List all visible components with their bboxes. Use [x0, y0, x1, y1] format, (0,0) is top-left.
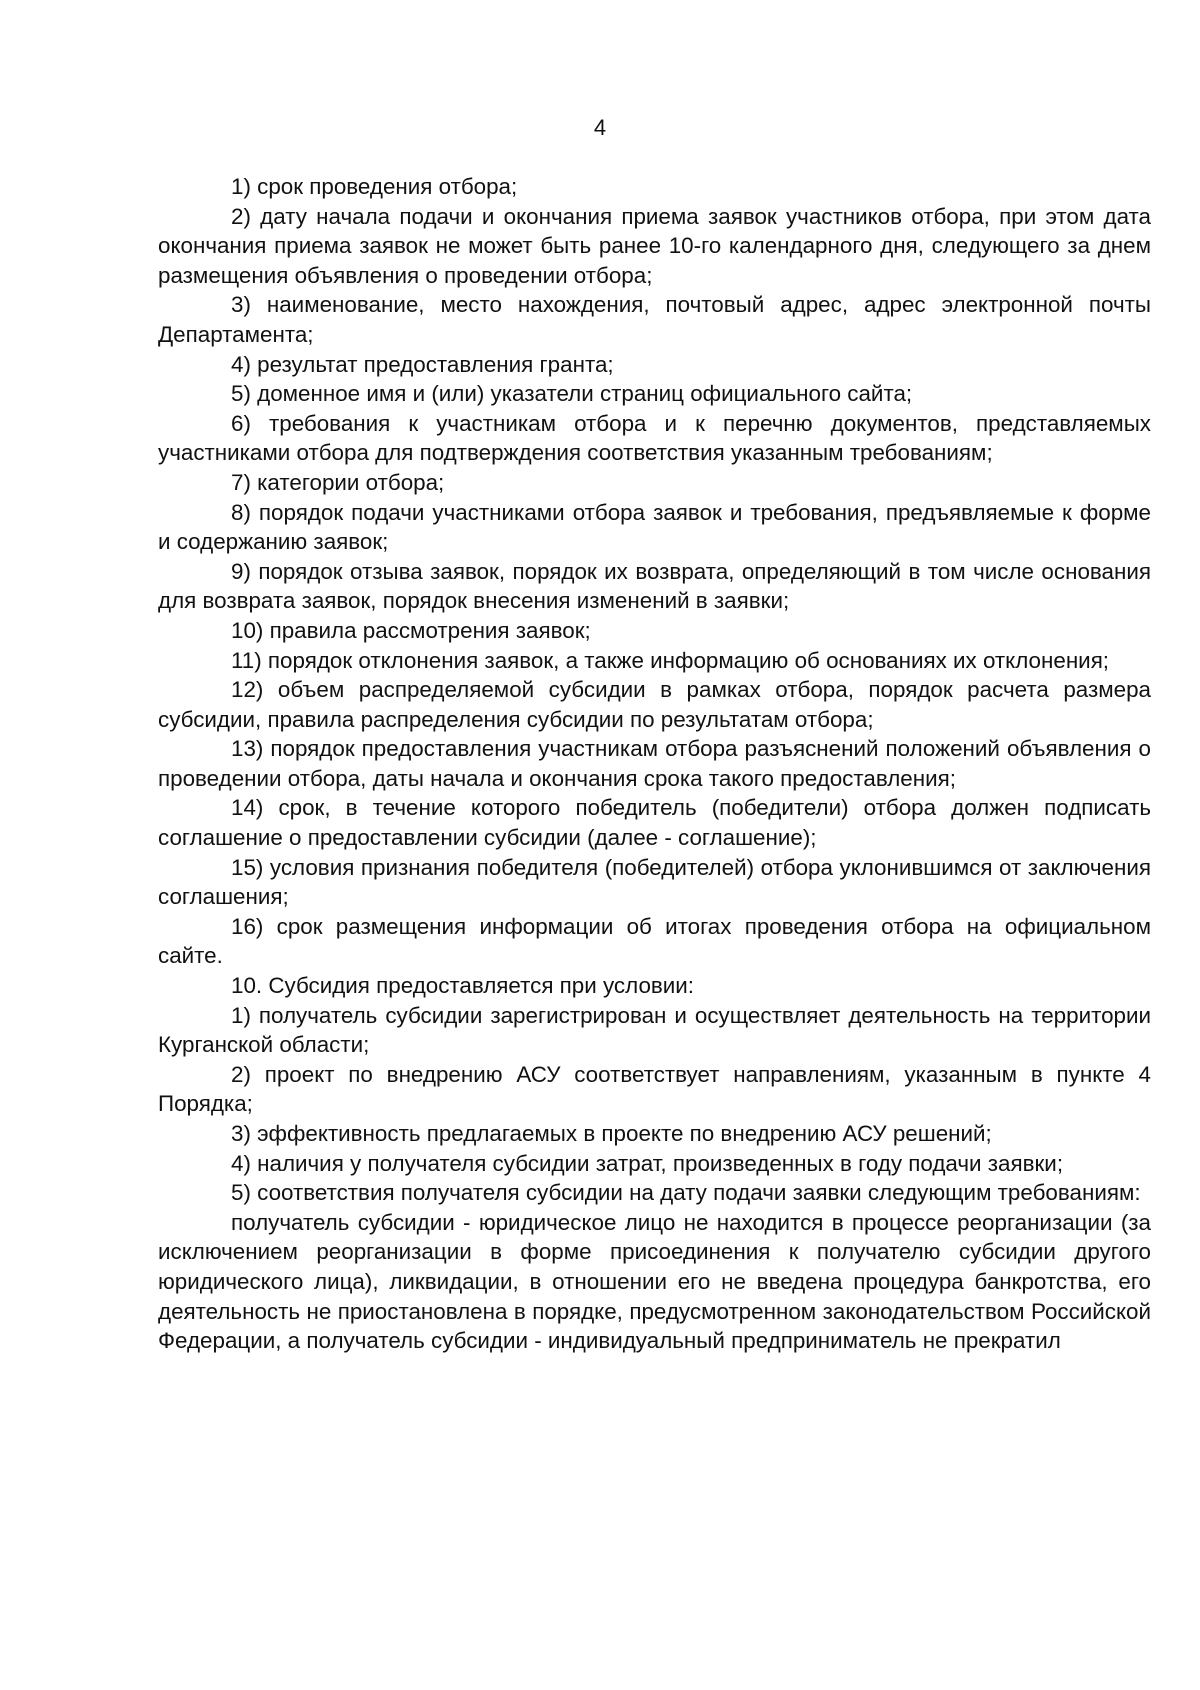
list-item: 3) эффективность предлагаемых в проекте по внедрению АСУ решений;: [231, 1121, 992, 1146]
list-item: 1) срок проведения отбора;: [231, 174, 518, 199]
list-item: 5) доменное имя и (или) указатели страниц официального сайта;: [231, 381, 913, 407]
list-item: 14) срок, в течение которого победитель (победители) отбора должен подписать соглашение о предоставлении субсидии (далее - соглашение);: [158, 795, 1151, 851]
page-number: 4: [593, 115, 607, 140]
body-paragraph: получатель субсидии - юридическое лицо не находится в процессе реорганизации (за исключением реорганизации в форме присоединения к получателю субсидии другого юридического лица), ликвидации, в отношении его не введена процедура банкротства, его деятельность не приостановлена в порядке, предусмотренном законодательством Российской Федерации, а получатель субсидии - индивидуальный предприниматель не прекратил: [158, 1209, 1151, 1354]
list-item: 2) дату начала подачи и окончания приема заявок участников отбора, при этом дата окончания приема заявок не может быть ранее 10-го календарного дня, следующего за днем размещения объявления о проведении отбора;: [158, 203, 1151, 288]
list-item: 16) срок размещения информации об итогах проведения отбора на официальном сайте.: [158, 913, 1151, 969]
list-item: 10) правила рассмотрения заявок;: [231, 617, 591, 643]
list-item: 13) порядок предоставления участникам отбора разъяснений положений объявления о проведении отбора, даты начала и окончания срока такого предоставления;: [158, 736, 1151, 791]
list-item: 12) объем распределяемой субсидии в рамках отбора, порядок расчета размера субсидии, правила распределения субсидии по результатам отбора;: [158, 677, 1151, 732]
list-item: 1) получатель субсидии зарегистрирован и осуществляет деятельность на территории Курганской области;: [158, 1002, 1151, 1058]
list-item: 8) порядок подачи участниками отбора заявок и требования, предъявляемые к форме и содержанию заявок;: [158, 499, 1151, 555]
list-item: 5) соответствия получателя субсидии на дату подачи заявки следующим требованиям:: [231, 1180, 1141, 1206]
list-item: 4) результат предоставления гранта;: [231, 351, 614, 377]
document-body: [158, 172, 1151, 1356]
list-item: 11) порядок отклонения заявок, а также информацию об основаниях их отклонения;: [231, 647, 1110, 673]
list-item: 3) наименование, место нахождения, почтовый адрес, адрес электронной почты Департамента;: [158, 292, 1151, 347]
list-item: 15) условия признания победителя (победителей) отбора уклонившимся от заключения соглашения;: [158, 854, 1151, 910]
section-heading: 10. Субсидия предоставляется при условии:: [231, 973, 695, 999]
list-item: 2) проект по внедрению АСУ соответствует направлениям, указанным в пункте 4 Порядка;: [158, 1061, 1151, 1117]
list-item: 9) порядок отзыва заявок, порядок их возврата, определяющий в том числе основания для возврата заявок, порядок внесения изменений в заявки;: [158, 558, 1151, 614]
list-item: 7) категории отбора;: [231, 469, 445, 495]
list-item: 4) наличия у получателя субсидии затрат, произведенных в году подачи заявки;: [231, 1150, 1064, 1176]
list-item: 6) требования к участникам отбора и к перечню документов, представляемых участниками отбора для подтверждения соответствия указанным требованиям;: [158, 410, 1151, 466]
